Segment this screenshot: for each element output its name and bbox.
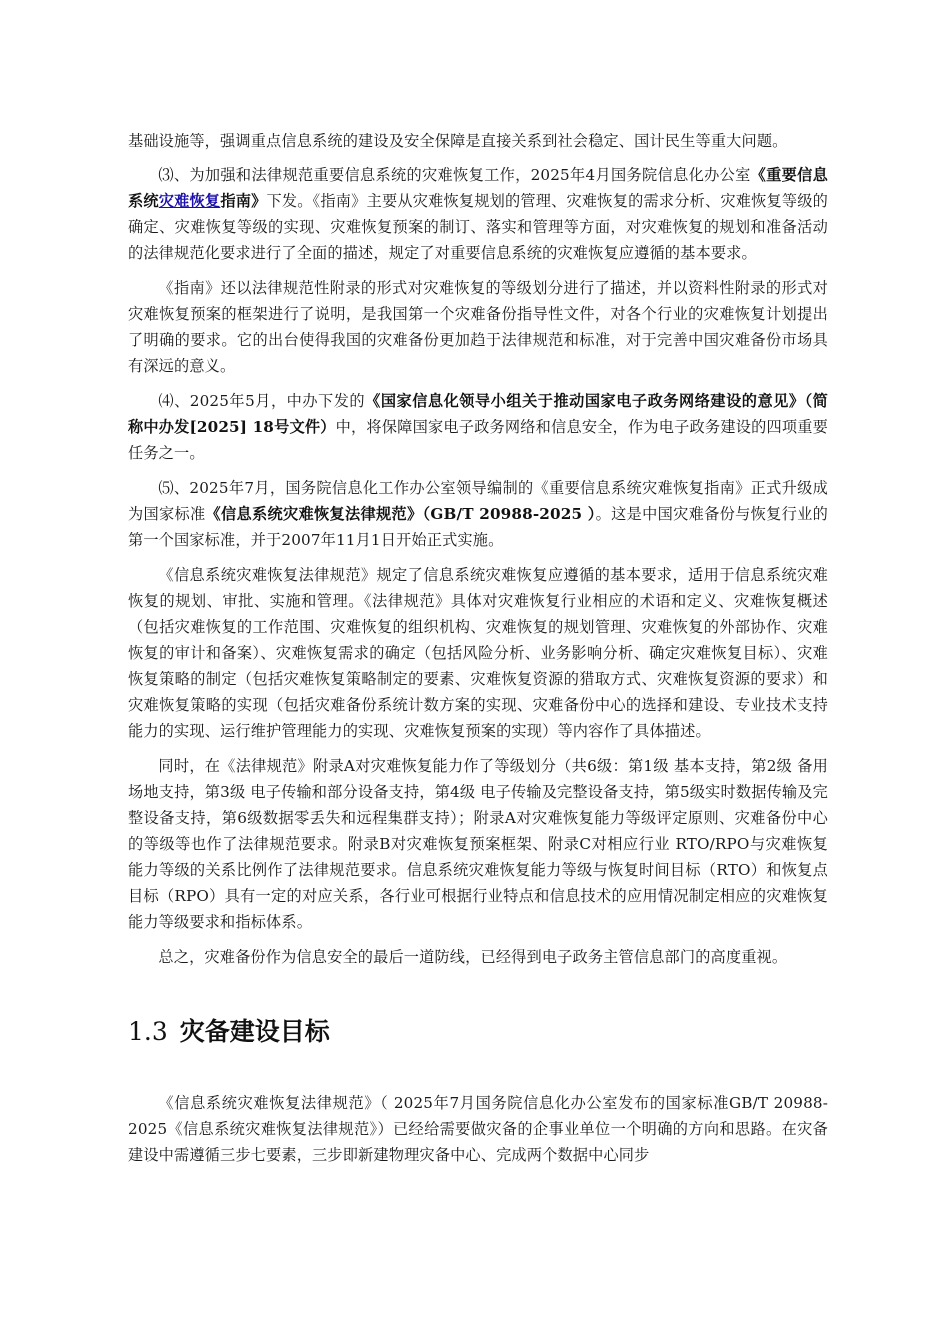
paragraph-text: 总之，灾难备份作为信息安全的最后一道防线，已经得到电子政务主管信息部门的高度重视。 <box>158 948 788 966</box>
paragraph-text: 《指南》还以法律规范性附录的形式对灾难恢复的等级划分进行了描述，并以资料性附录的形式对灾难恢复预案的框架进行了说明，是我国第一个灾难备份指导性文件，对各个行业的灾难恢复计划提出了明确的要求。它的出台使得我国的灾难备份更加趋于法律规范和标准，对于完善中国灾难备份市场具有深远的意义。 <box>128 279 828 375</box>
paragraph-summary <box>128 944 828 970</box>
section-title: 灾备建设目标 <box>179 1017 330 1046</box>
guideline-title-part1: 《重要信息系统 <box>128 166 828 210</box>
paragraph-text: ⑷、2025年5月，中办下发的 <box>158 392 366 410</box>
guideline-title-part2: 指南》 <box>220 192 267 210</box>
paragraph-construction-goal <box>128 1090 828 1168</box>
paragraph-standard-contents <box>128 562 828 744</box>
paragraph-guideline-issued <box>128 162 828 266</box>
paragraph-text: 下发。《指南》主要从灾难恢复规划的管理、灾难恢复的需求分析、灾难恢复等级的确定、灾难恢复等级的实现、灾难恢复预案的制订、落实和管理等方面，对灾难恢复的规划和准备活动的法律规范化要求进行了全面的描述，规定了对重要信息系统的灾难恢复应遵循的基本要求。 <box>128 192 829 262</box>
paragraph-text: 《信息系统灾难恢复法律规范》（ 2025年7月国务院信息化办公室发布的国家标准GB/T 20988-2025《信息系统灾难恢复法律规范》）已经给需要做灾备的企事业单位一个明确的方向和思路。在灾备建设中需遵循三步七要素，三步即新建物理灾备中心、完成两个数据中心同步 <box>128 1094 828 1164</box>
paragraph-national-standard <box>128 475 828 553</box>
paragraph-text: 《信息系统灾难恢复法律规范》规定了信息系统灾难恢复应遵循的基本要求，适用于信息系统灾难恢复的规划、审批、实施和管理。《法律规范》具体对灾难恢复行业相应的术语和定义、灾难恢复概述（包括灾难恢复的工作范围、灾难恢复的组织机构、灾难恢复的规划管理、灾难恢复的外部协作、灾难恢复的审计和备案）、灾难恢复需求的确定（包括风险分析、业务影响分析、确定灾难恢复目标）、灾难恢复策略的制定（包括灾难恢复策略制定的要素、灾难恢复资源的猎取方式、灾难恢复资源的要求）和灾难恢复策略的实现（包括灾难备份系统计数方案的实现、灾难备份中心的选择和建设、专业技术支持能力的实现、运行维护管理能力的实现、灾难恢复预案的实现）等内容作了具体描述。 <box>128 566 828 740</box>
section-heading <box>128 1014 828 1050</box>
paragraph-text: 。这是中国灾难备份与恢复行业的第一个国家标准，并于2007年11月1日开始正式实施。 <box>128 505 829 549</box>
disaster-recovery-link[interactable]: 灾难恢复 <box>158 192 221 210</box>
paragraph-text: ⑶、为加强和法律规范重要信息系统的灾难恢复工作，2025年4月国务院信息化办公室 <box>158 166 751 184</box>
document-body <box>128 128 828 1177</box>
paragraph-text: 基础设施等，强调重点信息系统的建设及安全保障是直接关系到社会稳定、国计民生等重大问题。 <box>128 132 788 150</box>
section-number: 1.3 <box>128 1017 168 1046</box>
standard-title-bold: 《信息系统灾难恢复法律规范》（GB/T 20988-2025 ） <box>205 505 596 523</box>
paragraph-text: 中，将保障国家电子政务网络和信息安全，作为电子政务建设的四项重要任务之一。 <box>128 418 828 462</box>
paragraph-infrastructure <box>128 128 828 154</box>
paragraph-guideline-appendix <box>128 275 828 379</box>
paragraph-central-office-document <box>128 388 828 466</box>
paragraph-text: 同时，在《法律规范》附录A对灾难恢复能力作了等级划分（共6级：第1级 基本支持，第2级 备用场地支持，第3级 电子传输和部分设备支持，第4级 电子传输及完整设备支持，第5级实时数据传输及完整设备支持，第6级数据零丢失和远程集群支持）；附录A对灾难恢复能力等级评定原则、灾难备份中心的等级等也作了法律规范要求。附录B对灾难恢复预案框架、附录C对相应行业 RTO/RPO与灾难恢复能力等级的关系比例作了法律规范要求。信息系统灾难恢复能力等级与恢复时间目标（RTO）和恢复点目标（RPO）具有一定的对应关系，各行业可根据行业特点和信息技术的应用情况制定相应的灾难恢复能力等级要求和指标体系。 <box>128 757 828 931</box>
paragraph-text: ⑸、2025年7月，国务院信息化工作办公室领导编制的《重要信息系统灾难恢复指南》正式升级成为国家标准 <box>128 479 828 523</box>
document-title-bold: 《国家信息化领导小组关于推动国家电子政务网络建设的意见》（简称中办发[2025] 18号文件） <box>128 392 828 436</box>
paragraph-capability-levels <box>128 753 828 935</box>
